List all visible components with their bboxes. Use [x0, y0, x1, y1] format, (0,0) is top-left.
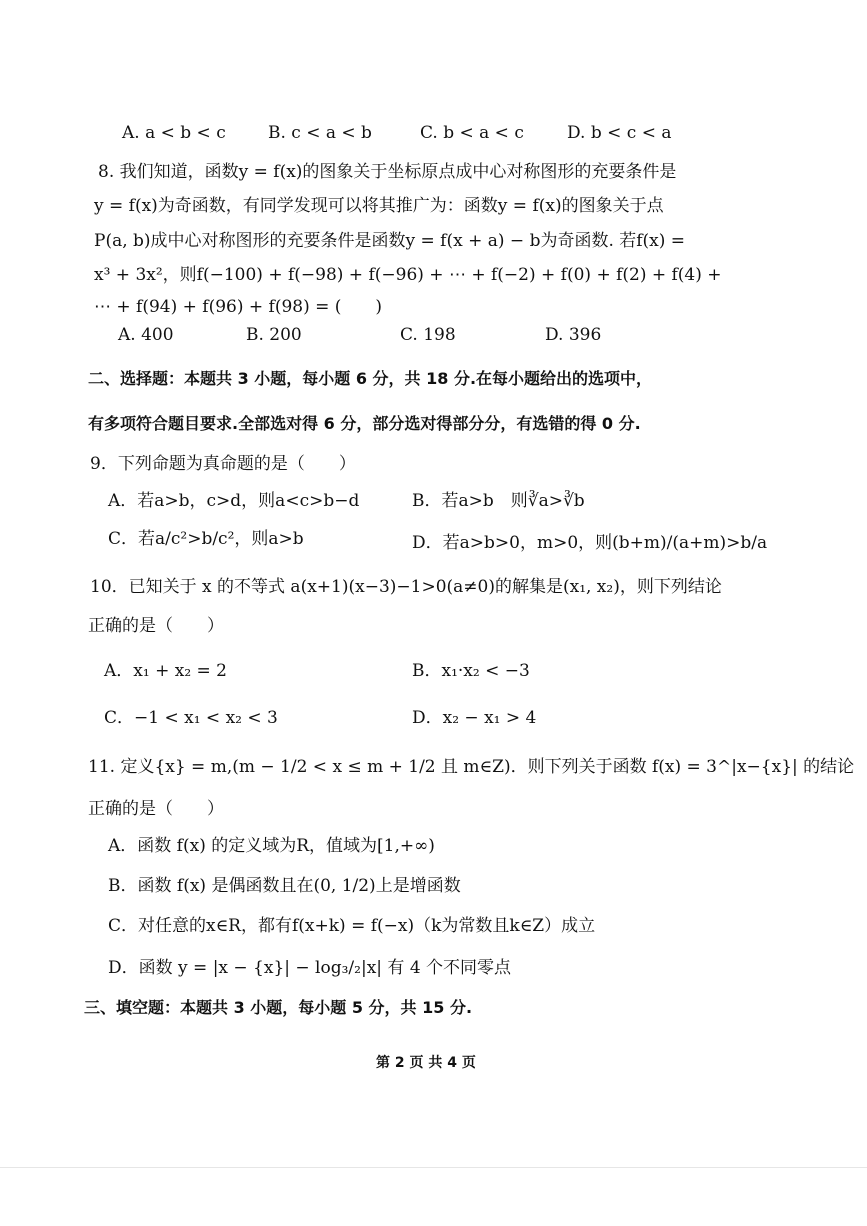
q10-option-c: C．−1 < x₁ < x₂ < 3	[104, 708, 278, 728]
q9-option-d: D．若a>b>0，m>0，则(b+m)/(a+m)>b/a	[412, 533, 768, 553]
section-3-heading: 三、填空题：本题共 3 小题，每小题 5 分，共 15 分.	[84, 998, 473, 1017]
scan-edge-divider	[0, 1167, 867, 1168]
q10-option-b: B．x₁·x₂ < −3	[412, 661, 530, 681]
q9-option-c: C．若a/c²>b/c²，则a>b	[108, 529, 304, 549]
q11-option-a: A．函数 f(x) 的定义域为R，值域为[1,+∞)	[108, 836, 435, 856]
q8-option-a: A. 400	[118, 325, 174, 345]
q8-option-c: C. 198	[400, 325, 456, 345]
q8-stem-line-2: y = f(x)为奇函数，有同学发现可以将其推广为：函数y = f(x)的图象关于点	[94, 196, 664, 216]
q10-option-a: A．x₁ + x₂ = 2	[104, 661, 228, 681]
q11-stem-line-2: 正确的是（ ）	[88, 799, 224, 819]
page-footer: 第 2 页 共 4 页	[376, 1055, 476, 1071]
q11-option-d: D．函数 y = |x − {x}| − log₃/₂|x| 有 4 个不同零点	[108, 958, 512, 978]
q7-option-a: A. a < b < c	[122, 123, 226, 143]
q10-option-d: D．x₂ − x₁ > 4	[412, 708, 537, 728]
section-2-heading-line-2: 有多项符合题目要求.全部选对得 6 分，部分选对得部分分，有选错的得 0 分.	[88, 414, 641, 433]
q8-option-b: B. 200	[246, 325, 302, 345]
q7-option-c: C. b < a < c	[420, 123, 524, 143]
q9-stem: 9．下列命题为真命题的是（ ）	[90, 454, 356, 474]
q7-option-d: D. b < c < a	[567, 123, 672, 143]
q7-option-b: B. c < a < b	[268, 123, 372, 143]
q8-option-d: D. 396	[545, 325, 602, 345]
q8-stem-line-1: 8. 我们知道，函数y = f(x)的图象关于坐标原点成中心对称图形的充要条件是	[98, 162, 677, 182]
section-2-heading-line-1: 二、选择题：本题共 3 小题，每小题 6 分，共 18 分.在每小题给出的选项中，	[88, 369, 653, 388]
q9-option-a: A．若a>b，c>d，则a<c>b−d	[108, 491, 360, 511]
q11-option-b: B．函数 f(x) 是偶函数且在(0, 1/2)上是增函数	[108, 876, 461, 896]
q11-stem-line-1: 11. 定义{x} = m,(m − 1/2 < x ≤ m + 1/2 且 m∈Z)．则下列关于函数 f(x) = 3^|x−{x}| 的结论	[88, 757, 855, 777]
q8-stem-line-5: ⋯ + f(94) + f(96) + f(98) = ( )	[94, 297, 383, 317]
q9-option-b: B．若a>b 则∛a>∛b	[412, 491, 585, 511]
q8-stem-line-3: P(a, b)成中心对称图形的充要条件是函数y = f(x + a) − b为奇函数. 若f(x) =	[94, 231, 686, 251]
q11-option-c: C．对任意的x∈R，都有f(x+k) = f(−x)（k为常数且k∈Z）成立	[108, 916, 596, 936]
q8-stem-line-4: x³ + 3x²，则f(−100) + f(−98) + f(−96) + ⋯ + f(−2) + f(0) + f(2) + f(4) +	[94, 265, 722, 285]
q10-stem-line-1: 10．已知关于 x 的不等式 a(x+1)(x−3)−1>0(a≠0)的解集是(x₁, x₂)，则下列结论	[90, 577, 722, 597]
q10-stem-line-2: 正确的是（ ）	[88, 616, 224, 636]
